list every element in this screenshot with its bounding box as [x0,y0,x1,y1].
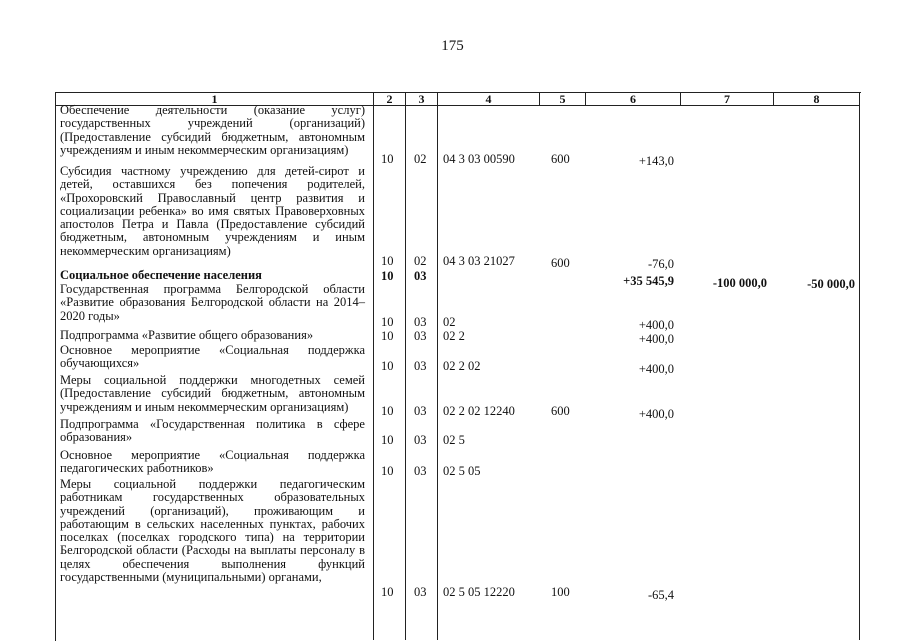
row-subsection: 03 [414,464,427,478]
row-amount-col6: +400,0 [638,318,674,332]
row-section: 10 [381,404,394,418]
column-header-5: 5 [559,92,566,106]
row-section: 10 [381,433,394,447]
row-subsection: 03 [414,269,427,283]
row-description: Подпрограмма «Государственная политика в сфере образования» [60,417,365,445]
row-expense-type: 600 [551,404,570,418]
row-section: 10 [381,315,394,329]
row-target-item: 02 5 05 [443,464,481,478]
column-header-7: 7 [724,92,730,106]
row-subsection: 02 [414,254,427,268]
row-target-item: 02 5 05 12220 [443,585,515,599]
row-target-item: 02 2 [443,329,465,343]
row-amount-col6: +35 545,9 [623,274,674,288]
row-expense-type: 600 [551,256,570,270]
row-description: Субсидия частному учреждению для детей-сирот и детей, оставшихся без попечения родителей, «Прохоровский Православный центр развития и социализации ребенка» во имя святых Правоверховных апостолов Петра и Павла (Предоставление субсидий бюджетным, автономным учреждениям и иным некоммерческим организациям) [60,164,365,258]
row-amount-col6: -76,0 [647,257,674,271]
row-subsection: 03 [414,315,427,329]
row-target-item: 02 [443,315,456,329]
row-amount-col8: -50 000,0 [807,277,855,291]
row-description: Основное мероприятие «Социальная поддержка обучающихся» [60,343,365,371]
column-divider [437,92,438,640]
row-amount-col7: -100 000,0 [712,276,767,290]
row-subsection: 03 [414,359,427,373]
row-amount-col6: -65,4 [647,588,674,602]
column-header-4: 4 [485,92,492,106]
row-target-item: 04 3 03 21027 [443,254,515,268]
row-description: Обеспечение деятельности (оказание услуг) государственных учреждений (организаций) (Предоставление субсидий бюджетным, автономным учреждениям и иным некоммерческим организациям) [60,103,365,157]
row-subsection: 03 [414,404,427,418]
row-subsection: 03 [414,433,427,447]
row-section: 10 [381,152,394,166]
row-subsection: 03 [414,585,427,599]
row-description: Государственная программа Белгородской области «Развитие образования Белгородской области на 2014–2020 годы» [60,282,365,323]
row-description: Социальное обеспечение населения [60,268,262,282]
row-target-item: 04 3 03 00590 [443,152,515,166]
column-header-2: 2 [386,92,393,106]
row-description: Подпрограмма «Развитие общего образования» [60,328,314,342]
row-target-item: 02 5 [443,433,465,447]
row-section: 10 [381,585,394,599]
page-number: 175 [441,38,464,54]
column-header-1: 1 [211,92,218,106]
row-expense-type: 600 [551,152,570,166]
row-description: Основное мероприятие «Социальная поддержка педагогических работников» [60,448,365,476]
column-divider [405,92,406,640]
row-description: Меры социальной поддержки педагогическим работникам государственных образовательных учреждений (организаций), проживающим и работающим в сельских населенных пунктах, рабочих поселках (поселках городского типа) на территории Белгородской области (Расходы на выплаты персоналу в целях обеспечения выполнения функций государственными (муниципальными) органами, [60,477,365,585]
column-divider [859,92,860,640]
row-amount-col6: +143,0 [638,154,674,168]
row-section: 10 [381,269,394,283]
row-target-item: 02 2 02 [443,359,481,373]
row-subsection: 02 [414,152,427,166]
row-expense-type: 100 [551,585,570,599]
row-amount-col6: +400,0 [638,362,674,376]
column-header-8: 8 [813,92,820,106]
row-amount-col6: +400,0 [638,407,674,421]
row-amount-col6: +400,0 [638,332,674,346]
row-description: Меры социальной поддержки многодетных семей (Предоставление субсидий бюджетным, автономным учреждениям и иным некоммерческим организациям) [60,373,365,414]
row-section: 10 [381,329,394,343]
row-subsection: 03 [414,329,427,343]
row-section: 10 [381,254,394,268]
column-header-3: 3 [418,92,425,106]
column-header-6: 6 [630,92,636,106]
row-target-item: 02 2 02 12240 [443,404,515,418]
row-section: 10 [381,359,394,373]
column-divider [373,92,374,640]
row-section: 10 [381,464,394,478]
